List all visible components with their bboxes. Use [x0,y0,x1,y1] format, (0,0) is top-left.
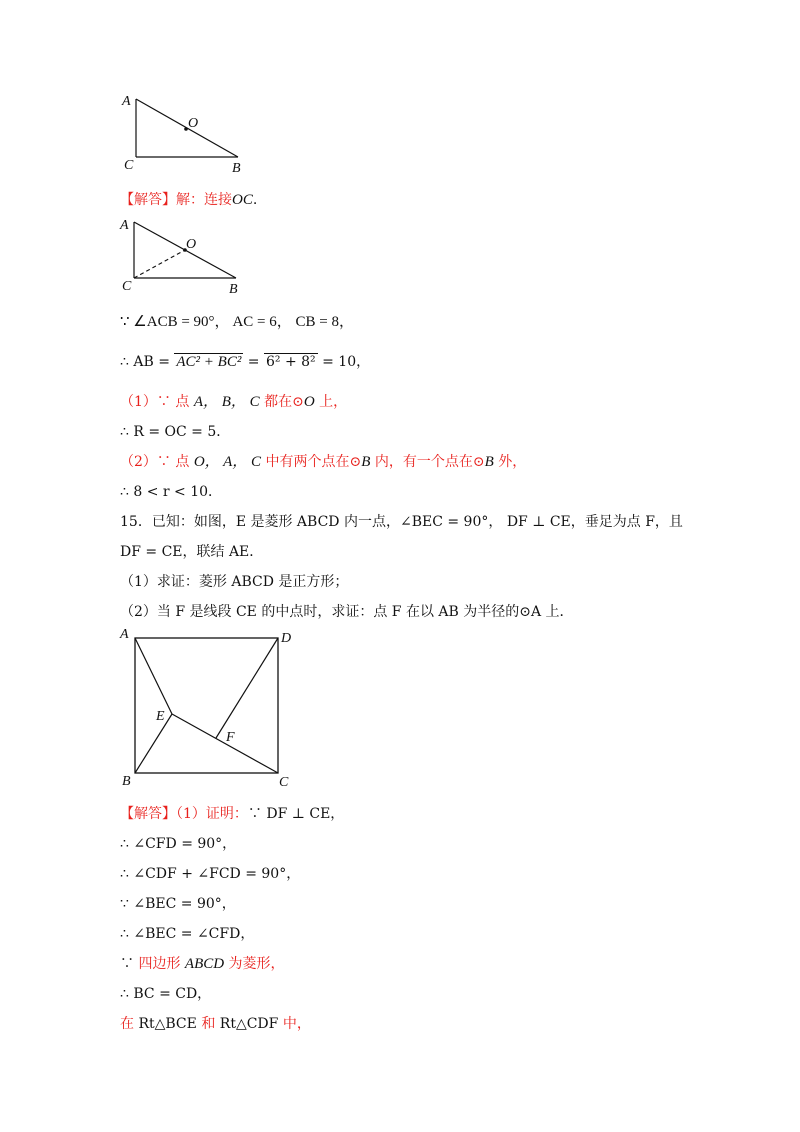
solution-15-line-6: ∵ 四边形 ABCD 为菱形， [120,956,285,972]
solution-15-line-8: 在 Rt△BCE 和 Rt△CDF 中， [120,1016,311,1032]
solution-15-line-7: ∴ BC = CD， [120,986,212,1002]
square-abcd [135,638,278,773]
label-b: B [232,161,241,176]
question-15-line-2: DF = CE，联结 AE． [120,544,264,560]
step-4: ∴ R = OC = 5． [120,424,231,440]
label-c: C [122,279,132,294]
label-c: C [279,775,289,790]
label-a: A [120,627,129,642]
segment-be [135,714,172,773]
figure-square [110,622,310,794]
figure-triangle-1 [110,88,270,180]
question-15-part-1: （1）求证：菱形 ABCD 是正方形； [120,574,349,590]
figure-triangle-2 [110,212,270,300]
label-f: F [226,730,235,745]
question-15-line-1: 15．已知：如图，E 是菱形 ABCD 内一点，∠BEC = 90°， DF ⊥ CE，垂足为点 F，且 [120,514,683,530]
solution-15-line-2: ∴ ∠CFD = 90°， [120,836,237,852]
solution-15-line-4: ∵ ∠BEC = 90°， [120,896,236,912]
label-o: O [186,237,197,252]
solution-15-line-5: ∴ ∠BEC = ∠CFD， [120,926,255,942]
step-2: ∴ AB = AC² + BC² = 6² + 8² = 10， [120,354,371,370]
label-o: O [188,116,199,131]
step-6: ∴ 8 < r < 10． [120,484,223,500]
label-b: B [229,282,238,297]
solution-15-line-1: 【解答】（1）证明：∵ DF ⊥ CE， [120,806,345,822]
label-a: A [122,94,131,109]
label-e: E [156,709,165,724]
solution-14-intro: 【解答】解：连接OC. [120,192,258,208]
label-c: C [124,158,134,173]
solution-15-line-3: ∴ ∠CDF + ∠FCD = 90°， [120,866,301,882]
step-5: （2）∵ 点 O， A， C 中有两个点在⊙B 内，有一个点在⊙B 外， [120,454,527,470]
question-15-part-2: （2）当 F 是线段 CE 的中点时，求证：点 F 在以 AB 为半径的⊙A 上． [120,604,574,620]
label-b: B [122,774,131,789]
label-d: D [281,631,292,646]
segment-ae [135,638,172,714]
step-1: ∵ ∠ACB = 90°， AC = 6， CB = 8， [120,314,354,330]
segment-oc-dashed [134,250,185,278]
step-3: （1）∵ 点 A， B， C 都在⊙O 上， [120,394,348,410]
label-a: A [120,218,129,233]
segment-df [216,638,278,738]
